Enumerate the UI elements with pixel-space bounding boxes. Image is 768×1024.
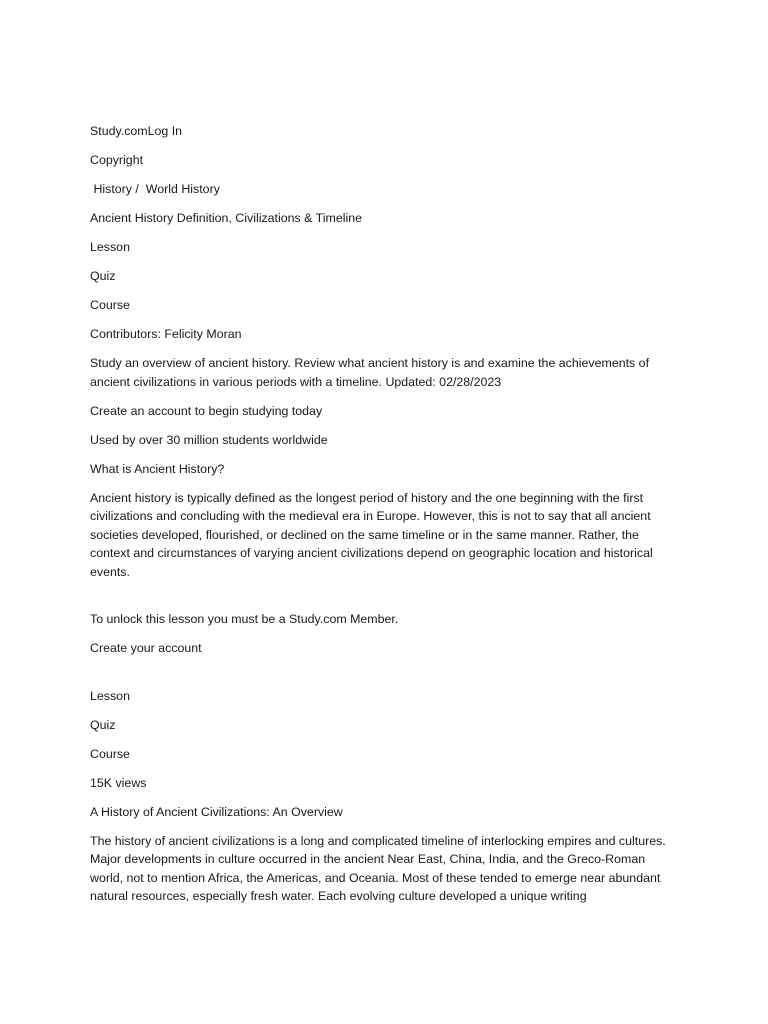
unlock-notice: To unlock this lesson you must be a Study.com Member. xyxy=(90,612,399,626)
section-heading: A History of Ancient Civilizations: An Overview xyxy=(90,804,343,819)
contributors: Contributors: Felicity Moran xyxy=(90,327,242,341)
tab-quiz-2[interactable]: Quiz xyxy=(90,717,116,732)
breadcrumb-world-history[interactable]: World History xyxy=(142,182,220,196)
tab-quiz[interactable]: Quiz xyxy=(90,269,116,283)
copyright-text: Copyright xyxy=(90,153,144,167)
site-header xyxy=(90,122,674,141)
breadcrumb-history[interactable]: History / xyxy=(90,182,143,196)
tab-course-2[interactable]: Course xyxy=(90,746,130,761)
section-heading: What is Ancient History? xyxy=(90,461,225,476)
section-body: Ancient history is typically defined as the longest period of history and the one beginning with the first civilizations and concluding with the medieval era in Europe. However, this is not to say that all ancient societies developed, flourished, or declined on the same timeline or in the same manner. Rather, the context and circumstances of varying ancient civilizations depend on geographic location and historical events. xyxy=(90,490,653,579)
section-body: The history of ancient civilizations is a long and complicated timeline of interlocking empires and cultures. Major developments in culture occurred in the ancient Near East, China, India, and the Greco-Roman world, not to mention Africa, the Americas, and Oceania. Most of these tended to emerge near abundant natural resources, especially fresh water. Each evolving culture developed a unique writing xyxy=(90,833,666,903)
login-link[interactable]: Log In xyxy=(147,124,183,138)
page-title: Ancient History Definition, Civilizations & Timeline xyxy=(90,211,363,225)
create-account-cta: Create an account to begin studying today xyxy=(90,403,323,418)
document-page xyxy=(90,122,674,916)
tab-lesson[interactable]: Lesson xyxy=(90,240,130,254)
tab-lesson-2[interactable]: Lesson xyxy=(90,688,130,703)
views-count: 15K views xyxy=(90,775,147,790)
breadcrumb xyxy=(90,180,674,199)
spacer xyxy=(90,592,674,611)
site-name-link[interactable]: Study.com xyxy=(90,124,148,138)
tab-course[interactable]: Course xyxy=(90,298,130,312)
lesson-summary: Study an overview of ancient history. Review what ancient history is and examine the achievements of ancient civilizations in various periods with a timeline. Updated: 02/28/2023 xyxy=(90,356,650,389)
create-account-link[interactable]: Create your account xyxy=(90,641,202,655)
spacer xyxy=(90,668,674,687)
users-count-text: Used by over 30 million students worldwide xyxy=(90,432,328,447)
